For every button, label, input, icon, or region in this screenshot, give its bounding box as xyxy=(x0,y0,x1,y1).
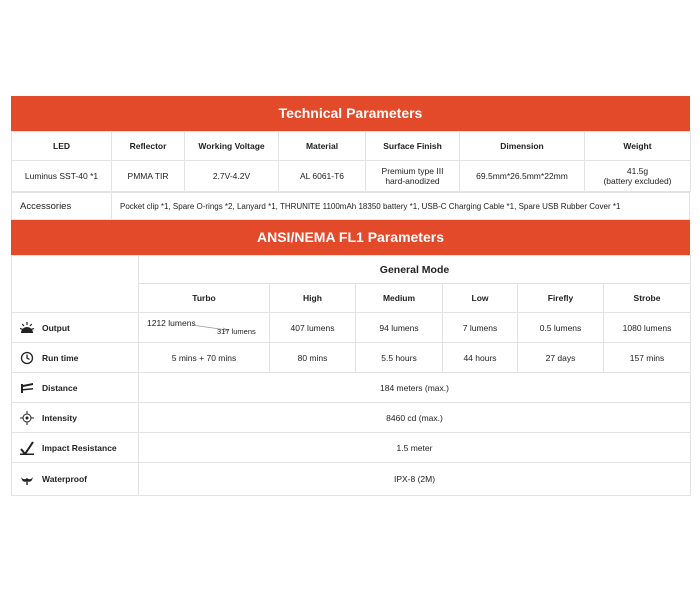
intensity-row xyxy=(12,403,691,433)
waterproof-label: Waterproof xyxy=(42,474,88,484)
impact-label: Impact Resistance xyxy=(42,442,117,453)
intensity-label: Intensity xyxy=(42,412,77,423)
general-mode-row xyxy=(12,256,691,284)
distance-row-label xyxy=(12,373,139,403)
output-strobe: 1080 lumens xyxy=(604,313,691,343)
checkmark-impact-icon xyxy=(20,441,34,455)
runtime-strobe: 157 mins xyxy=(604,343,691,373)
sunburst-icon xyxy=(20,321,34,335)
tech-value-voltage: 2.7V-4.2V xyxy=(185,161,279,192)
distance-row xyxy=(12,373,691,403)
output-turbo-secondary: 317 lumens xyxy=(217,327,256,336)
runtime-label: Run time xyxy=(42,352,79,363)
mode-turbo: Turbo xyxy=(139,284,270,313)
accessories-table xyxy=(11,192,690,220)
tech-value-dimension: 69.5mm*26.5mm*22mm xyxy=(460,161,585,192)
output-high: 407 lumens xyxy=(270,313,356,343)
output-row-label xyxy=(12,313,139,343)
output-row xyxy=(12,313,691,343)
tech-value-led: Luminus SST-40 *1 xyxy=(12,161,112,192)
technical-parameters-banner xyxy=(11,96,690,131)
accessories-label: Accessories xyxy=(12,193,112,220)
tech-value-row xyxy=(12,161,691,192)
ansi-corner-cell xyxy=(12,256,139,313)
runtime-high: 80 mins xyxy=(270,343,356,373)
technical-parameters-table xyxy=(11,131,691,192)
mode-firefly: Firefly xyxy=(518,284,604,313)
general-mode-label: General Mode xyxy=(139,256,691,284)
tech-header-surface: Surface Finish xyxy=(366,132,460,161)
tech-value-reflector: PMMA TIR xyxy=(112,161,185,192)
tech-header-row xyxy=(12,132,691,161)
output-turbo-primary: 1212 lumens xyxy=(147,318,196,328)
mode-high: High xyxy=(270,284,356,313)
runtime-medium: 5.5 hours xyxy=(356,343,443,373)
beam-icon xyxy=(20,381,34,395)
output-firefly: 0.5 lumens xyxy=(518,313,604,343)
mode-low: Low xyxy=(443,284,518,313)
tech-header-reflector: Reflector xyxy=(112,132,185,161)
distance-label: Distance xyxy=(42,382,78,393)
accessories-value: Pocket clip *1, Spare O-rings *2, Lanyard *1, THRUNITE 1100mAh 18350 battery *1, USB-C Charging Cable *1, Spare USB Rubber Cover *1 xyxy=(112,193,690,220)
intensity-value: 8460 cd (max.) xyxy=(139,403,691,433)
spec-sheet xyxy=(11,96,690,496)
ansi-parameters-table xyxy=(11,255,691,496)
tech-value-surface: Premium type III hard-anodized xyxy=(366,161,460,192)
runtime-turbo: 5 mins + 70 mins xyxy=(139,343,270,373)
ansi-parameters-banner xyxy=(11,220,690,255)
tech-header-weight: Weight xyxy=(585,132,691,161)
tech-header-voltage: Working Voltage xyxy=(185,132,279,161)
water-splash-icon xyxy=(20,472,34,486)
waterproof-value: IPX-8 (2M) xyxy=(139,463,691,496)
output-low: 7 lumens xyxy=(443,313,518,343)
runtime-low: 44 hours xyxy=(443,343,518,373)
impact-value: 1.5 meter xyxy=(139,433,691,463)
technical-parameters-title: Technical Parameters xyxy=(278,105,423,121)
impact-row-label xyxy=(12,433,139,463)
tech-header-dimension: Dimension xyxy=(460,132,585,161)
impact-row xyxy=(12,433,691,463)
mode-medium: Medium xyxy=(356,284,443,313)
tech-header-led: LED xyxy=(12,132,112,161)
waterproof-row-label xyxy=(12,463,139,496)
output-label: Output xyxy=(42,322,70,333)
distance-value: 184 meters (max.) xyxy=(139,373,691,403)
waterproof-row xyxy=(12,463,691,496)
tech-value-weight: 41.5g (battery excluded) xyxy=(585,161,691,192)
accessories-row xyxy=(12,193,690,220)
runtime-firefly: 27 days xyxy=(518,343,604,373)
output-medium: 94 lumens xyxy=(356,313,443,343)
target-icon xyxy=(20,411,34,425)
intensity-row-label xyxy=(12,403,139,433)
runtime-row xyxy=(12,343,691,373)
output-turbo xyxy=(139,313,270,343)
tech-value-material: AL 6061-T6 xyxy=(279,161,366,192)
tech-header-material: Material xyxy=(279,132,366,161)
mode-strobe: Strobe xyxy=(604,284,691,313)
clock-icon xyxy=(20,351,34,365)
runtime-row-label xyxy=(12,343,139,373)
ansi-parameters-title: ANSI/NEMA FL1 Parameters xyxy=(257,229,444,245)
